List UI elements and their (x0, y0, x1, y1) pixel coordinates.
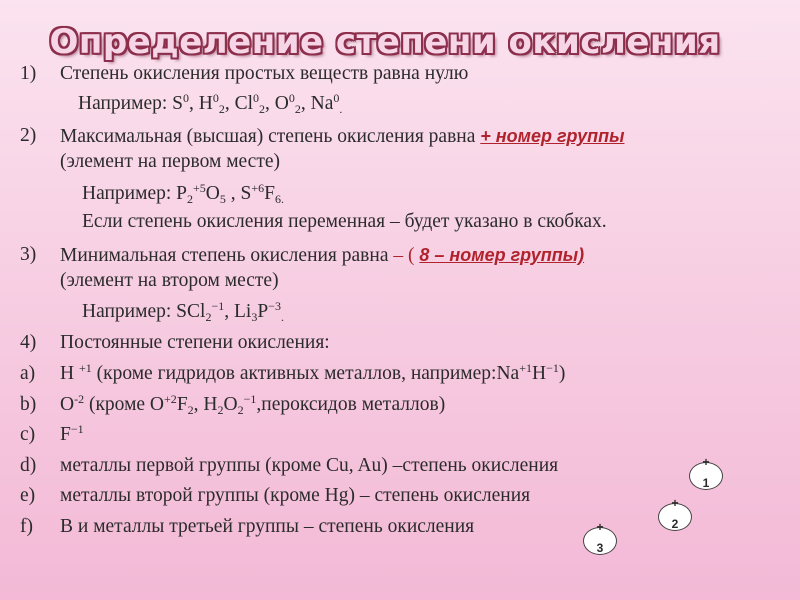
item-text: Постоянные степени окисления: (60, 332, 330, 353)
note-text: Если степень окисления переменная – будет указано в скобках. (82, 211, 607, 232)
item-marker: a) (20, 363, 36, 384)
formula-h2: H (198, 93, 213, 114)
item-marker: d) (20, 455, 37, 476)
formula-scl2: S (176, 301, 187, 322)
dash-paren: – ( (393, 245, 420, 266)
oxidation-state-badge: + 3 (583, 527, 617, 555)
item-marker: 1) (20, 63, 37, 84)
item-marker: 3) (20, 244, 37, 265)
item-marker: 2) (20, 125, 37, 146)
item-text: (кроме O (84, 394, 165, 415)
highlight-text: + номер группы (480, 126, 625, 146)
item-text: металлы первой группы (кроме Cu, Au) –степень окисления (60, 455, 559, 476)
item-text: Минимальная степень окисления равна (60, 245, 394, 266)
formula-p2o5: P (176, 183, 187, 204)
item-text: В и металлы третьей группы – степень окисления (60, 516, 475, 537)
item-text: F (60, 424, 71, 445)
page-title: Определение степени окисления (49, 22, 721, 62)
item-text: Степень окисления простых веществ равна нулю (60, 63, 469, 84)
formula-na: Na (310, 93, 334, 114)
item-text: (элемент на первом месте) (60, 151, 281, 172)
example-prefix: Например: (82, 301, 177, 322)
formula-s: S (172, 93, 183, 114)
item-marker: e) (20, 485, 36, 506)
item-marker: f) (20, 516, 33, 537)
oxidation-state-badge: + 2 (658, 503, 692, 531)
formula-cl2: Cl (234, 93, 254, 114)
formula-o2: O (274, 93, 289, 114)
oxidation-state-badge: + 1 (689, 462, 723, 490)
formula-li3p: Li (233, 301, 252, 322)
item-text: (кроме гидридов активных металлов, например:Na (91, 363, 520, 384)
example-prefix: Например: (82, 183, 177, 204)
item-marker: c) (20, 424, 36, 445)
item-marker: b) (20, 394, 37, 415)
item-marker: 4) (20, 332, 37, 353)
item-text: металлы второй группы (кроме Hg) – степень окисления (60, 485, 531, 506)
item-text: Максимальная (высшая) степень окисления равна (60, 126, 481, 147)
highlight-text: 8 – номер группы) (419, 245, 585, 265)
example-prefix: Например: (78, 93, 173, 114)
formula-sf6: S (240, 183, 252, 204)
item-text: (элемент на втором месте) (60, 270, 279, 291)
